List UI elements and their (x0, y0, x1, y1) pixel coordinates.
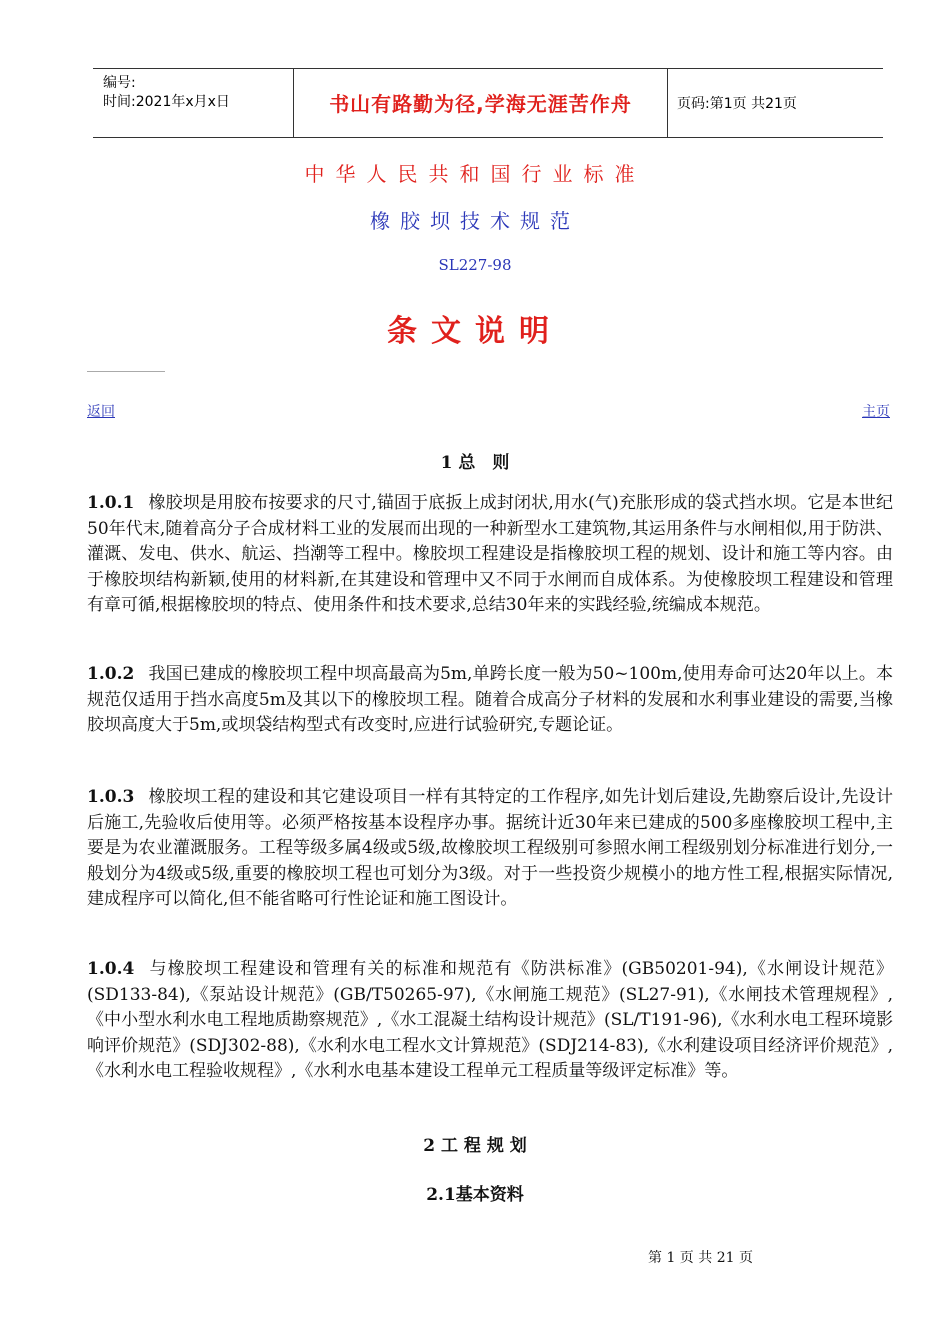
back-link[interactable]: 返回 (87, 404, 115, 420)
clause-number: 1.0.1 (87, 493, 135, 513)
clause-number: 1.0.4 (87, 959, 135, 979)
motto-text: 书山有路勤为径,学海无涯苦作舟 (329, 91, 632, 116)
header-page-cell (668, 69, 892, 137)
header-meta (93, 69, 294, 137)
time-label: 时间:2021年x月x日 (103, 94, 230, 110)
number-label: 编号: (103, 75, 136, 91)
divider (87, 371, 165, 372)
header-page-label: 页码:第1页 共21页 (677, 96, 797, 112)
clause-1-0-2 (87, 662, 893, 739)
document-name: 橡胶坝技术规范 (370, 209, 580, 233)
section-2-1-heading: 2.1基本资料 (426, 1185, 524, 1205)
clause-number: 1.0.2 (87, 664, 135, 684)
clause-text: 橡胶坝工程的建设和其它建设项目一样有其特定的工作程序,如先计划后建设,先勘察后设计,先设计后施工,先验收后使用等。必须严格按基本设程序办事。据统计近30年来已建成的500多座橡胶坝工程中,主要是为农业灌溉服务。工程等级多属4级或5级,故橡胶坝工程级别可参照水闸工程级别划分标准进行划分,一般划分为4级或5级,重要的橡胶坝工程也可划分为3级。对于一些投资少规模小的地方性工程,根据实际情况,建成程序可以简化,但不能省略可行性论证和施工图设计。 (87, 787, 893, 909)
home-link[interactable]: 主页 (862, 404, 890, 420)
standard-title: 中华人民共和国行业标准 (304, 162, 646, 186)
clause-1-0-1 (87, 491, 893, 619)
section-2-heading: 2 工 程 规 划 (423, 1136, 527, 1156)
clause-text: 与橡胶坝工程建设和管理有关的标准和规范有《防洪标准》(GB50201-94),《水闸设计规范》(SD133-84),《泵站设计规范》(GB/T50265-97),《水闸施工规范》(SL27-91),《水闸技术管理规程》,《中小型水利水电工程地质勘察规范》,《水工混凝土结构设计规范》(SL/T191-96),《水利水电工程环境影响评价规范》(SDJ302-88),《水利水电工程水文计算规范》(SDJ214-83),《水利建设项目经济评价规范》,《水利水电工程验收规程》,《水利水电基本建设工程单元工程质量等级评定标准》等。 (87, 959, 893, 1081)
document-heading: 条文说明 (387, 314, 563, 349)
clause-number: 1.0.3 (87, 787, 135, 807)
page-footer: 第 1 页 共 21 页 (648, 1250, 753, 1266)
clause-1-0-3 (87, 785, 893, 913)
standard-code: SL227-98 (438, 256, 512, 274)
clause-text: 橡胶坝是用胶布按要求的尺寸,锚固于底扳上成封闭状,用水(气)充胀形成的袋式挡水坝。它是本世纪50年代末,随着高分子合成材料工业的发展而出现的一种新型水工建筑物,其运用条件与水闸相似,用于防洪、灌溉、发电、供水、航运、挡潮等工程中。橡胶坝工程建设是指橡胶坝工程的规划、设计和施工等内容。由于橡胶坝结构新颖,使用的材料新,在其建设和管理中又不同于水闸而自成体系。为使橡胶坝工程建设和管理有章可循,根据橡胶坝的特点、使用条件和技术要求,总结30年来的实践经验,统编成本规范。 (87, 493, 893, 615)
clause-text: 我国已建成的橡胶坝工程中坝高最高为5m,单跨长度一般为50~100m,使用寿命可达20年以上。本规范仅适用于挡水高度5m及其以下的橡胶坝工程。随着合成高分子材料的发展和水利事业建设的需要,当橡胶坝高度大于5m,或坝袋结构型式有改变时,应进行试验研究,专题论证。 (87, 664, 893, 735)
header-motto-cell (294, 69, 668, 137)
clause-1-0-4 (87, 957, 893, 1085)
page-header (93, 68, 883, 138)
section-1-heading: 1 总 则 (440, 453, 510, 473)
